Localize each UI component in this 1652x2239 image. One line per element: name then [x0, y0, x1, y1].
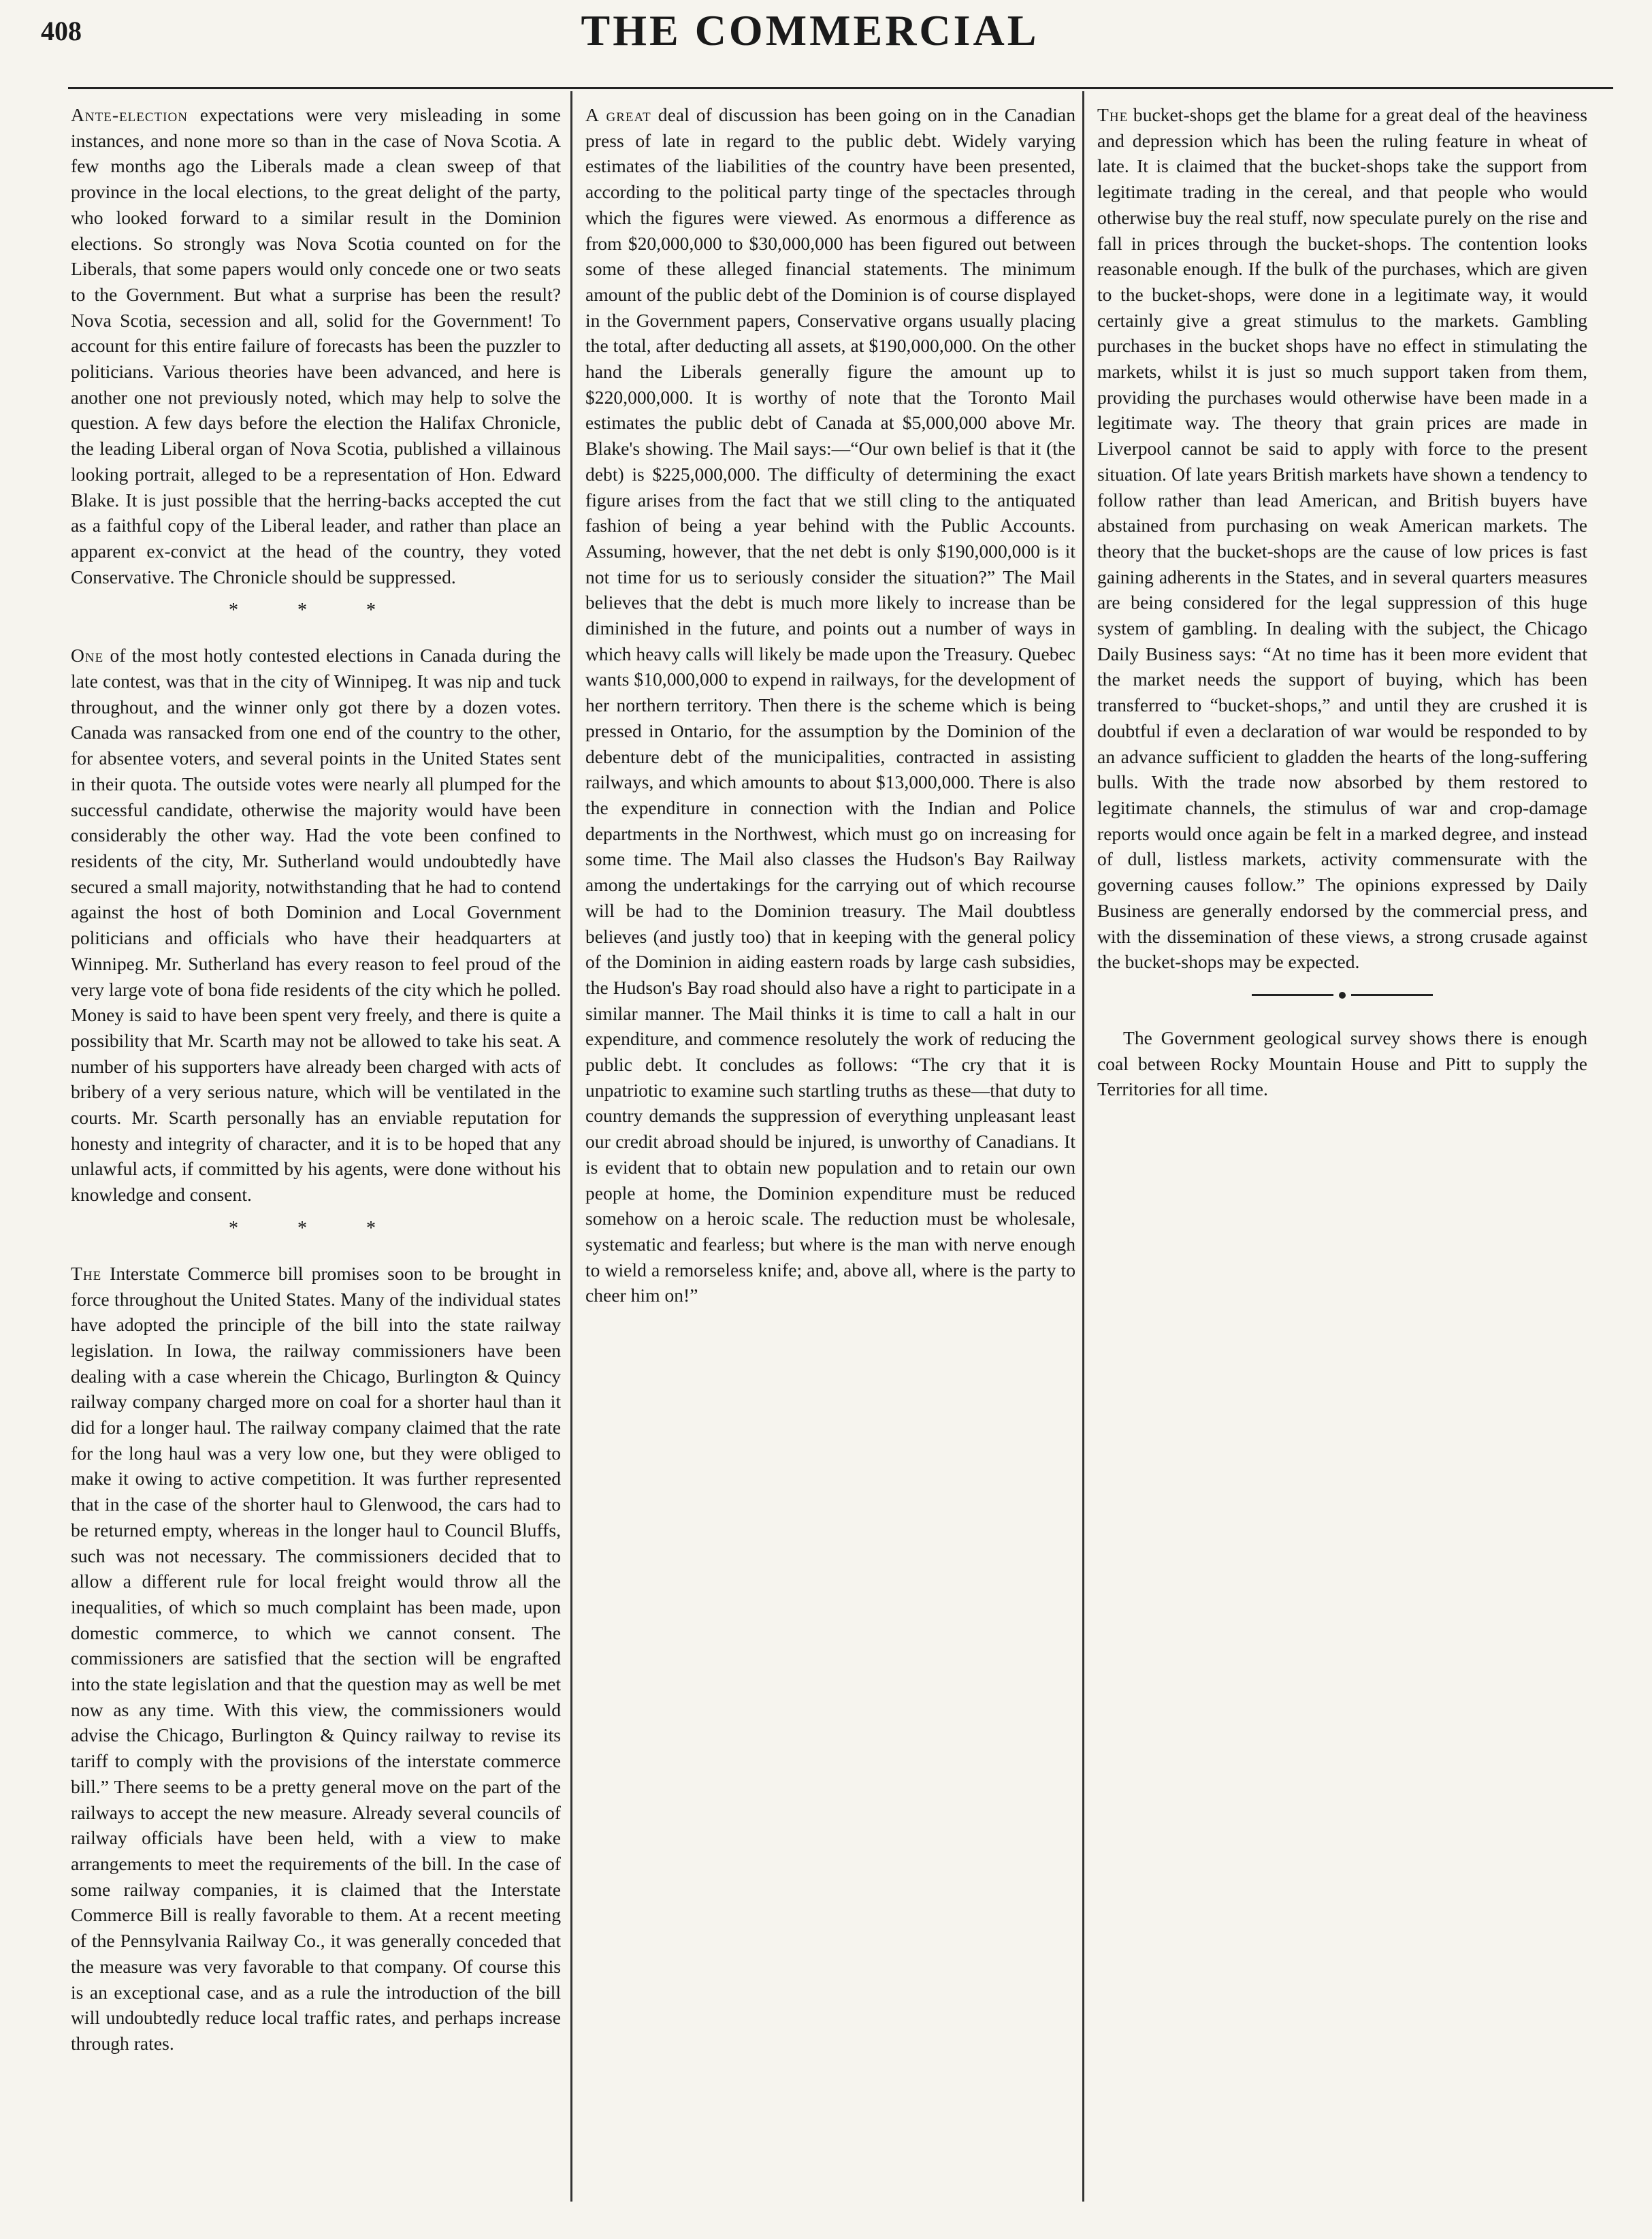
section-separator: * * * [229, 1217, 403, 1239]
article-interstate-commerce [71, 1261, 561, 2057]
ornament-separator [1097, 988, 1587, 1002]
column-3 [1097, 102, 1587, 1102]
article-public-debt [585, 102, 1075, 1308]
article-text: expectations were very misleading in some instances, and none more so than in the case of Nova Scotia. A few months ago the Liberals made a clean sweep of that province in the local elections, to the great delight of the party, who looked forward to a similar result in the Dominion elections. So strongly was Nova Scotia counted on for the Liberals, that some papers would only concede one or two seats to the Government. But what a surprise has been the result? Nova Scotia, secession and all, solid for the Government! To account for this entire failure of forecasts has been the puzzler to politicians. Various theories have been advanced, and here is another one not previously noted, which may help to solve the question. A few days before the election the Halifax Chronicle, the leading Liberal organ of Nova Scotia, published a villainous looking portrait, alleged to be a representation of Hon. Edward Blake. It is just possible that the herring-backs accepted the cut as a faithful copy of the Liberal leader, and rather than place an apparent ex-convict at the head of the country, they voted Conservative. The Chronicle should be suppressed. [71, 104, 561, 587]
article-lead: One [71, 645, 104, 666]
article-ante-election [71, 102, 561, 590]
column-divider [1082, 91, 1084, 2202]
article-text: The Government geological survey shows there is enough coal between Rocky Mountain House and Pitt to supply the Territories for all time. [1097, 1027, 1587, 1100]
article-text: of the most hotly contested elections in Canada during the late contest, was that in the city of Winnipeg. It was nip and tuck throughout, and the winner only got there by a dozen votes. Canada was ransacked from one end of the country to the other, for absentee voters, and several points in the United States sent in their quota. The outside votes were nearly all plumped for the successful candidate, otherwise the majority would have been considerably the other way. Had the vote been confined to residents of the city, Mr. Sutherland would undoubtedly have secured a small majority, notwithstanding that he had to contend against the host of both Dominion and Local Government politicians and officials who have their headquarters at Winnipeg. Mr. Sutherland has every reason to feel proud of the very large vote of bona fide residents of the city which he polled. Money is said to have been spent very freely, and there is quite a possibility that Mr. Scarth may not be allowed to take his seat. A number of his supporters have already been charged with acts of bribery of a very serious nature, which will be ventilated in the courts. Mr. Scarth personally has an enviable reputation for honesty and integrity of character, and it is to be hoped that any unlawful acts, if committed by his agents, were done without his knowledge and consent. [71, 645, 561, 1206]
article-winnipeg-election [71, 643, 561, 1207]
page-number: 408 [41, 16, 82, 46]
section-separator: * * * [229, 600, 403, 622]
article-lead: Ante-election [71, 104, 188, 125]
article-lead: The [71, 1262, 102, 1284]
column-divider [570, 91, 572, 2202]
ornament-dot [1339, 992, 1346, 999]
header-rule [68, 87, 1613, 89]
column-2 [585, 102, 1075, 1308]
article-geological-survey [1097, 1025, 1587, 1102]
ornament-line [1252, 994, 1333, 996]
column-1 [71, 102, 561, 2057]
article-text: deal of discussion has been going on in the Canadian press of late in regard to the public debt. Widely varying estimates of the liabilities of the country have been presented, according to the political party tinge of the spectacles through which the figures were viewed. As enormous a difference as from $20,000,000 to $30,000,000 has been figured out between some of these alleged financial statements. The minimum amount of the public debt of the Dominion is of course displayed in the Government papers, Conservative organs usually placing the total, after deducting all assets, at $190,000,000. On the other hand the Liberals generally figure the amount up to $220,000,000. It is worthy of note that the Toronto Mail estimates the public debt of Canada at $5,000,000 above Mr. Blake's showing. The Mail says:—“Our own belief is that it (the debt) is $225,000,000. The difficulty of determining the exact figure arises from the fact that we still cling to the antiquated fashion of being a year behind with the Public Accounts. Assuming, however, that the net debt is only $190,000,000 is it not time for us to seriously consider the situation?” The Mail believes that the debt is much more likely to increase than be diminished in the future, and points out a number of ways in which heavy calls will likely be made upon the Treasury. Quebec wants $10,000,000 to expend in railways, for the development of her northern territory. Then there is the scheme which is being pressed in Ontario, for the assumption by the Dominion of the debenture debt of the municipalities, contracted in assisting railways, and which amounts to about $13,000,000. There is also the expenditure in connection with the Indian and Police departments in the Northwest, which must go on increasing for some time. The Mail also classes the Hudson's Bay Railway among the undertakings for the carrying out of which recourse will be had to the Dominion treasury. The Mail doubtless believes (and justly too) that in keeping with the general policy of the Dominion in aiding eastern roads by large cash subsidies, the Hudson's Bay road should also have a right to participate in a similar manner. The Mail thinks it is time to call a halt in our expenditure, and commence resolutely the work of reducing the public debt. It concludes as follows: “The cry that it is unpatriotic to examine such startling truths as these—that duty to country demands the suppression of everything unpleasant least our credit abroad should be injured, is unworthy of Canadians. It is evident that to obtain new population and to retain our own people at home, the Dominion expenditure must be reduced somehow on a heroic scale. The reduction must be wholesale, systematic and fearless; but where is the man with nerve enough to wield a remorseless knife; and, above all, where is the party to cheer him on!” [585, 104, 1075, 1306]
article-text: bucket-shops get the blame for a great deal of the heaviness and depression which has been the ruling feature in wheat of late. It is claimed that the bucket-shops take the support from legitimate trading in the cereal, and that people who would otherwise buy the real stuff, now speculate purely on the rise and fall in prices through the bucket-shops. The contention looks reasonable enough. If the bulk of the purchases, which are given to the bucket-shops, were done in a legitimate way, it would certainly give a great stimulus to the markets. Gambling purchases in the bucket shops have no effect in stimulating the markets, whilst it is just so much support taken from them, providing the purchases would otherwise have been made in a legitimate way. The theory that grain prices are made in Liverpool cannot be said to apply with force to the present situation. Of late years British markets have shown a tendency to follow rather than lead American, and British buyers have abstained from purchasing on weak American markets. The theory that the bucket-shops are the cause of low prices is fast gaining adherents in the States, and in several quarters measures are being considered for the legal suppression of this huge system of gambling. In dealing with the subject, the Chicago Daily Business says: “At no time has it been more evident that the market needs the support of buying, which has been transferred to “bucket-shops,” and until they are crushed it is doubtful if even a declaration of war would be responded to by an advance sufficient to gladden the hearts of the long-suffering bulls. With the trade now absorbed by them restored to legitimate channels, the stimulus of war and crop-damage reports would once again be felt in a marked degree, and instead of dull, listless markets, activity commensurate with the governing causes follow.” The opinions expressed by Daily Business are generally endorsed by the commercial press, and with the dissemination of these views, a strong crusade against the bucket-shops may be expected. [1097, 104, 1587, 973]
masthead [27, 0, 1593, 57]
newspaper-title: THE COMMERCIAL [581, 6, 1039, 54]
ornament-line [1351, 994, 1433, 996]
article-text: Interstate Commerce bill promises soon to be brought in force throughout the United States. Many of the individual states have adopted the principle of the bill into the state railway legislation. In Iowa, the railway commissioners have been dealing with a case wherein the Chicago, Burlington & Quincy railway company charged more on coal for a shorter haul than it did for a longer haul. The railway company claimed that the rate for the long haul was a very low one, but they were obliged to make it owing to active competition. It was further represented that in the case of the shorter haul to Glenwood, the cars had to be returned empty, whereas in the longer haul to Council Bluffs, such was not necessary. The commissioners decided that to allow a different rule for local freight would throw all the inequalities, of which so much complaint has been made, upon domestic commerce, to which we cannot consent. The commissioners are satisfied that the section will be engrafted into the state legislation and that the question may as well be met now as any time. With this view, the commissioners would advise the Chicago, Burlington & Quincy railway to revise its tariff to comply with the provisions of the interstate commerce bill.” There seems to be a pretty general move on the part of the railways to accept the new measure. Already several councils of railway officials have been held, with a view to make arrangements to meet the requirements of the bill. In the case of some railway companies, it is claimed that the Interstate Commerce Bill is really favorable to them. At a recent meeting of the Pennsylvania Railway Co., it was generally conceded that the measure was very favorable to that company. Of course this is an exceptional case, and as a rule the introduction of the bill will undoubtedly reduce local traffic rates, and perhaps increase through rates. [71, 1262, 561, 2054]
article-lead: A great [585, 104, 651, 125]
article-lead: The [1097, 104, 1129, 125]
article-bucket-shops [1097, 102, 1587, 975]
